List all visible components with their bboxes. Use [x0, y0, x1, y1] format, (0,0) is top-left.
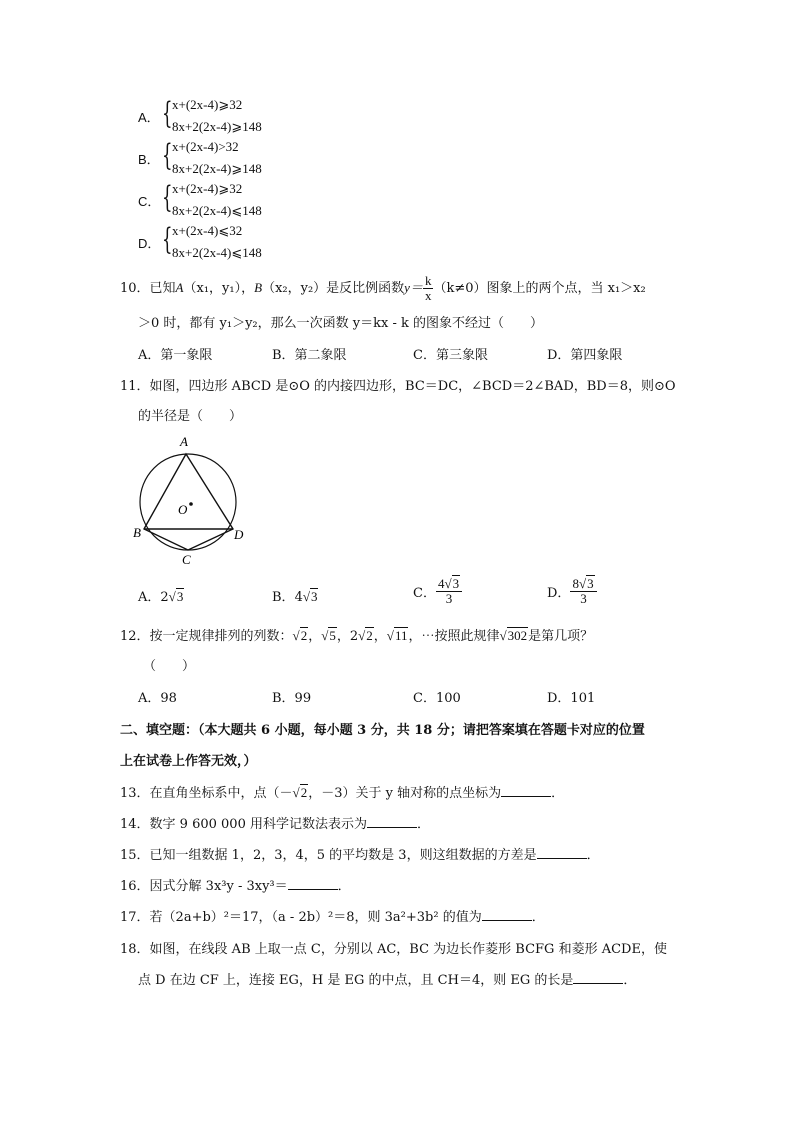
q10-choice-b: B．第二象限 — [272, 348, 347, 363]
option-letter: C． — [138, 194, 161, 209]
q10-choice-a: A．第一象限 — [138, 348, 213, 363]
sqrt-icon: √2 — [292, 628, 308, 643]
option-letter: B． — [138, 152, 160, 167]
label-c: C — [182, 552, 191, 567]
q11-choice-b: B．4√3 — [272, 589, 318, 605]
sqrt-icon: √11 — [386, 628, 408, 643]
coords-a: （x₁，y₁）， — [183, 281, 255, 296]
answer-blank[interactable] — [482, 908, 532, 921]
point-b: B — [254, 280, 263, 295]
option-letter: A． — [138, 110, 160, 125]
q11-choice-a: A．2√3 — [138, 589, 184, 605]
coords-b: （x₂，y₂）是反比例函数 — [262, 281, 405, 296]
question-15: 15．已知一组数据 1，2，3，4，5 的平均数是 3，则这组数据的方差是 ． — [120, 848, 600, 863]
q11-line1: 11．如图，四边形 ABCD 是⊙O 的内接四边形，BC＝DC，∠BCD＝2∠BAD，BD＝8，则⊙O — [120, 379, 676, 394]
brace-icon: { — [162, 222, 173, 257]
sqrt-icon: √3 — [168, 589, 184, 604]
q12-choice-b: B．99 — [272, 691, 312, 706]
inequality-1: x+(2x-4)⩾32 — [172, 97, 243, 112]
q10-number: 10．已知 — [120, 281, 176, 296]
q12-line1: 12．按一定规律排列的列数：√2，√5，2√2，√11，⋯按照此规律√302是第几项？ — [120, 628, 594, 644]
q10-line1 — [120, 274, 646, 303]
sqrt-icon: √302 — [499, 628, 528, 643]
inequality-1: x+(2x-4)⩽32 — [172, 223, 243, 238]
label-o: O — [178, 502, 188, 517]
y-equals: y＝ — [404, 280, 423, 295]
q18-line1: 18．如图，在线段 AB 上取一点 C，分别以 AC，BC 为边长作菱形 BCFG 和菱形 ACDE，使 — [120, 942, 667, 957]
answer-blank[interactable] — [501, 784, 551, 797]
sqrt-icon: √3 — [444, 576, 460, 591]
q18-line2: 点 D 在边 CF 上，连接 EG，H 是 EG 的中点，且 CH＝4，则 EG 的长是 ． — [138, 973, 637, 988]
q12-choice-a: A．98 — [138, 691, 177, 706]
question-17: 17．若（2a+b）²＝17，（a - 2b）²＝8，则 3a²+3b² 的值为 ． — [120, 910, 545, 925]
question-16: 16．因式分解 3x³y - 3xy³＝ ． — [120, 879, 351, 894]
q10-line2: ＞0 时，都有 y₁＞y₂，那么一次函数 y＝kx - k 的图象不经过（ ） — [138, 316, 543, 331]
inequality-2: 8x+2(2x-4)⩾148 — [172, 119, 262, 134]
brace-icon: { — [162, 96, 173, 131]
inequality-1: x+(2x-4)⩾32 — [172, 181, 243, 196]
point-a: A — [175, 280, 184, 295]
question-14: 14．数字 9 600 000 用科学记数法表示为 ． — [120, 817, 430, 832]
q10-condition: （k≠0）图象上的两个点，当 x₁＞x₂ — [433, 281, 646, 296]
answer-blank[interactable] — [367, 815, 417, 828]
q11-choice-c: C． $\frac{4√3}{3}$ — [413, 577, 462, 606]
inequality-2: 8x+2(2x-4)⩽148 — [172, 203, 262, 218]
q12-paren: （ ） — [143, 659, 196, 674]
question-13: 13．在直角坐标系中，点（－√2，－3）关于 y 轴对称的点坐标为 ． — [120, 785, 565, 801]
brace-icon: { — [162, 180, 173, 215]
q12-choice-d: D．101 — [547, 691, 596, 706]
sqrt-icon: √5 — [321, 628, 336, 643]
answer-blank[interactable] — [573, 971, 623, 984]
q12-choice-c: C．100 — [413, 691, 461, 706]
q10-choice-d: D．第四象限 — [547, 348, 623, 363]
fraction-k-over-x: $\frac{k}{x}$ — [424, 273, 432, 303]
sqrt-icon: √3 — [578, 576, 594, 591]
circle-o — [140, 454, 236, 550]
sqrt-icon: √2 — [292, 785, 308, 800]
label-a: A — [180, 434, 188, 449]
answer-blank[interactable] — [288, 877, 338, 890]
section-2-line2: 上在试卷上作答无效，） — [120, 754, 257, 769]
brace-icon: { — [162, 138, 173, 173]
section-2-line1: 二、填空题：（本大题共 6 小题，每小题 3 分，共 18 分；请把答案填在答题卡对应的位置 — [120, 723, 645, 738]
label-b: B — [133, 525, 141, 540]
q11-line2: 的半径是（ ） — [138, 409, 243, 424]
circle-quadrilateral-figure — [130, 430, 260, 570]
sqrt-icon: √2 — [358, 628, 373, 643]
answer-blank[interactable] — [537, 846, 587, 859]
quadrilateral-abcd — [144, 454, 233, 550]
fraction: $\frac{4√3}{3}$ — [436, 577, 462, 606]
option-letter: D． — [138, 236, 161, 251]
fraction: $\frac{8√3}{3}$ — [570, 577, 596, 606]
inequality-2: 8x+2(2x-4)⩽148 — [172, 245, 262, 260]
label-d: D — [234, 527, 244, 542]
inequality-1: x+(2x-4)>32 — [172, 139, 239, 154]
center-point — [189, 502, 193, 506]
inequality-2: 8x+2(2x-4)⩾148 — [172, 161, 262, 176]
sqrt-icon: √3 — [302, 589, 318, 604]
q11-choice-d: D． $\frac{8√3}{3}$ — [547, 577, 597, 606]
q10-choice-c: C．第三象限 — [413, 348, 488, 363]
